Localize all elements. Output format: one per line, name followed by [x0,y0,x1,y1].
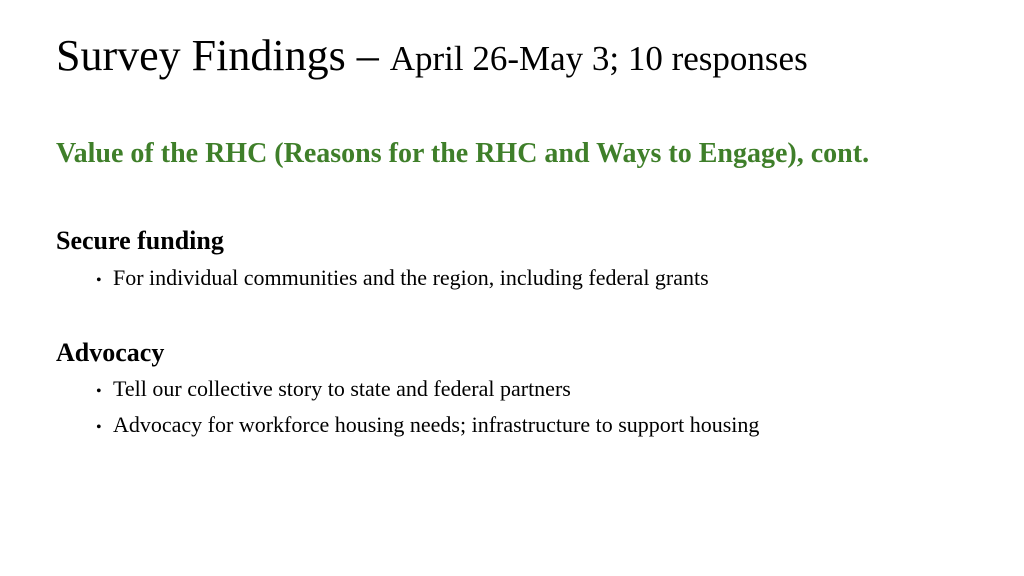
bullet-item [96,408,759,444]
title-dash: – [345,31,390,80]
bullet-item [96,372,759,408]
bullet-text: Advocacy for workforce housing needs; infrastructure to support housing [113,412,760,437]
title-subtitle: April 26-May 3; 10 responses [389,39,808,78]
bullet-icon: • [96,272,102,289]
bullet-icon: • [96,383,102,400]
bullet-item [96,261,709,297]
bullet-text: For individual communities and the region, including federal grants [113,265,709,290]
section-heading-advocacy: Advocacy [56,338,165,367]
bullet-text: Tell our collective story to state and federal partners [113,376,571,401]
title-main: Survey Findings [56,31,346,80]
bullet-list-secure-funding [96,261,709,297]
section-subheading: Value of the RHC (Reasons for the RHC and Ways to Engage), cont. [56,138,870,169]
bullet-list-advocacy [96,372,759,444]
slide-title [56,31,808,80]
bullet-icon: • [96,419,102,436]
section-heading-secure-funding: Secure funding [56,226,224,255]
